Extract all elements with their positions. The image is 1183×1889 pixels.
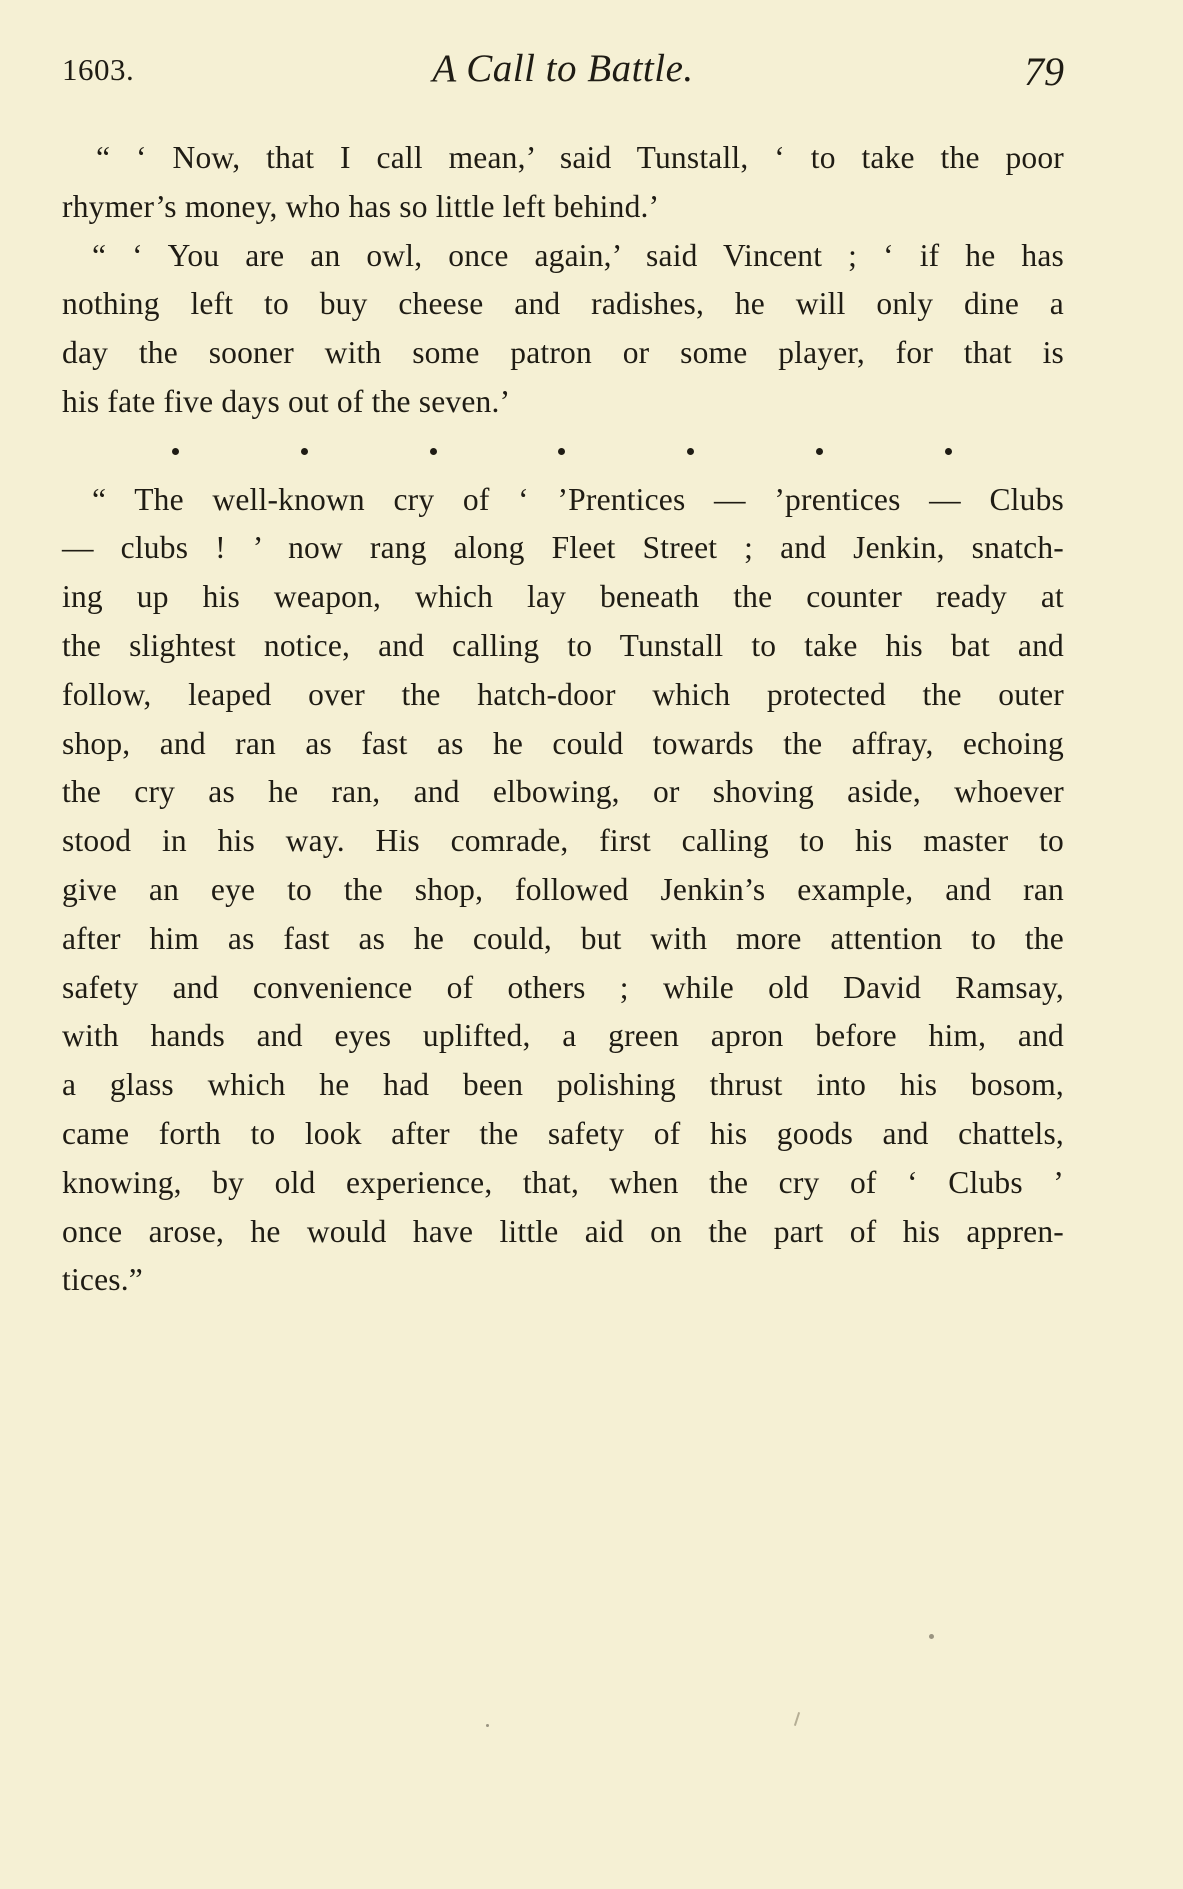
text-line: tices.” bbox=[62, 1262, 143, 1298]
header-year: 1603. bbox=[62, 52, 135, 87]
text-line: safety and convenience of others ; while old David Ramsay, bbox=[62, 969, 1064, 1005]
paragraph-3 bbox=[62, 476, 1064, 1306]
ellipsis-dot bbox=[945, 448, 952, 455]
text-line: ing up his weapon, which lay beneath the counter ready at bbox=[62, 579, 1064, 615]
ellipsis-dot bbox=[558, 448, 565, 455]
paragraph-2 bbox=[62, 232, 1064, 427]
text-line: day the sooner with some patron or some player, for that is bbox=[62, 335, 1064, 371]
text-line: a glass which he had been polishing thrust into his bosom, bbox=[62, 1067, 1064, 1103]
body-text bbox=[62, 134, 1064, 1305]
text-line: once arose, he would have little aid on the part of his appren- bbox=[62, 1213, 1064, 1249]
text-line: with hands and eyes uplifted, a green apron before him, and bbox=[62, 1018, 1064, 1054]
text-line: came forth to look after the safety of his goods and chattels, bbox=[62, 1115, 1064, 1151]
page-number: 79 bbox=[1024, 49, 1064, 94]
section-break-dots bbox=[62, 427, 1064, 476]
text-line: give an eye to the shop, followed Jenkin’s example, and ran bbox=[62, 871, 1064, 907]
paper-speck bbox=[929, 1634, 934, 1639]
paper-mark bbox=[794, 1712, 800, 1726]
text-line: knowing, by old experience, that, when the cry of ‘ Clubs ’ bbox=[62, 1164, 1064, 1200]
text-line: the slightest notice, and calling to Tunstall to take his bat and bbox=[62, 627, 1064, 663]
ellipsis-dot bbox=[430, 448, 437, 455]
text-line: “ ‘ Now, that I call mean,’ said Tunstall, ‘ to take the poor bbox=[96, 140, 1064, 175]
text-line: stood in his way. His comrade, first calling to his master to bbox=[62, 823, 1064, 859]
paragraph-1 bbox=[62, 134, 1064, 232]
ellipsis-dot bbox=[301, 448, 308, 455]
paper-speck bbox=[486, 1724, 489, 1727]
text-line: nothing left to buy cheese and radishes, he will only dine a bbox=[62, 286, 1064, 322]
text-line: “ The well-known cry of ‘ ’Prentices — ’prentices — Clubs bbox=[92, 481, 1064, 517]
text-line: “ ‘ You are an owl, once again,’ said Vincent ; ‘ if he has bbox=[92, 237, 1064, 273]
text-line: — clubs ! ’ now rang along Fleet Street ; and Jenkin, snatch- bbox=[62, 530, 1064, 566]
ellipsis-dot bbox=[816, 448, 823, 455]
text-line: after him as fast as he could, but with more attention to the bbox=[62, 920, 1064, 956]
text-line: shop, and ran as fast as he could towards the affray, echoing bbox=[62, 725, 1064, 761]
chapter-title: A Call to Battle. bbox=[432, 47, 694, 90]
text-line: follow, leaped over the hatch-door which protected the outer bbox=[62, 676, 1064, 712]
text-line: the cry as he ran, and elbowing, or shoving aside, whoever bbox=[62, 774, 1064, 810]
text-line: his fate five days out of the seven.’ bbox=[62, 383, 511, 419]
ellipsis-dot bbox=[687, 448, 694, 455]
text-line: rhymer’s money, who has so little left behind.’ bbox=[62, 188, 660, 224]
ellipsis-dot bbox=[172, 448, 179, 455]
running-header bbox=[62, 44, 1064, 94]
